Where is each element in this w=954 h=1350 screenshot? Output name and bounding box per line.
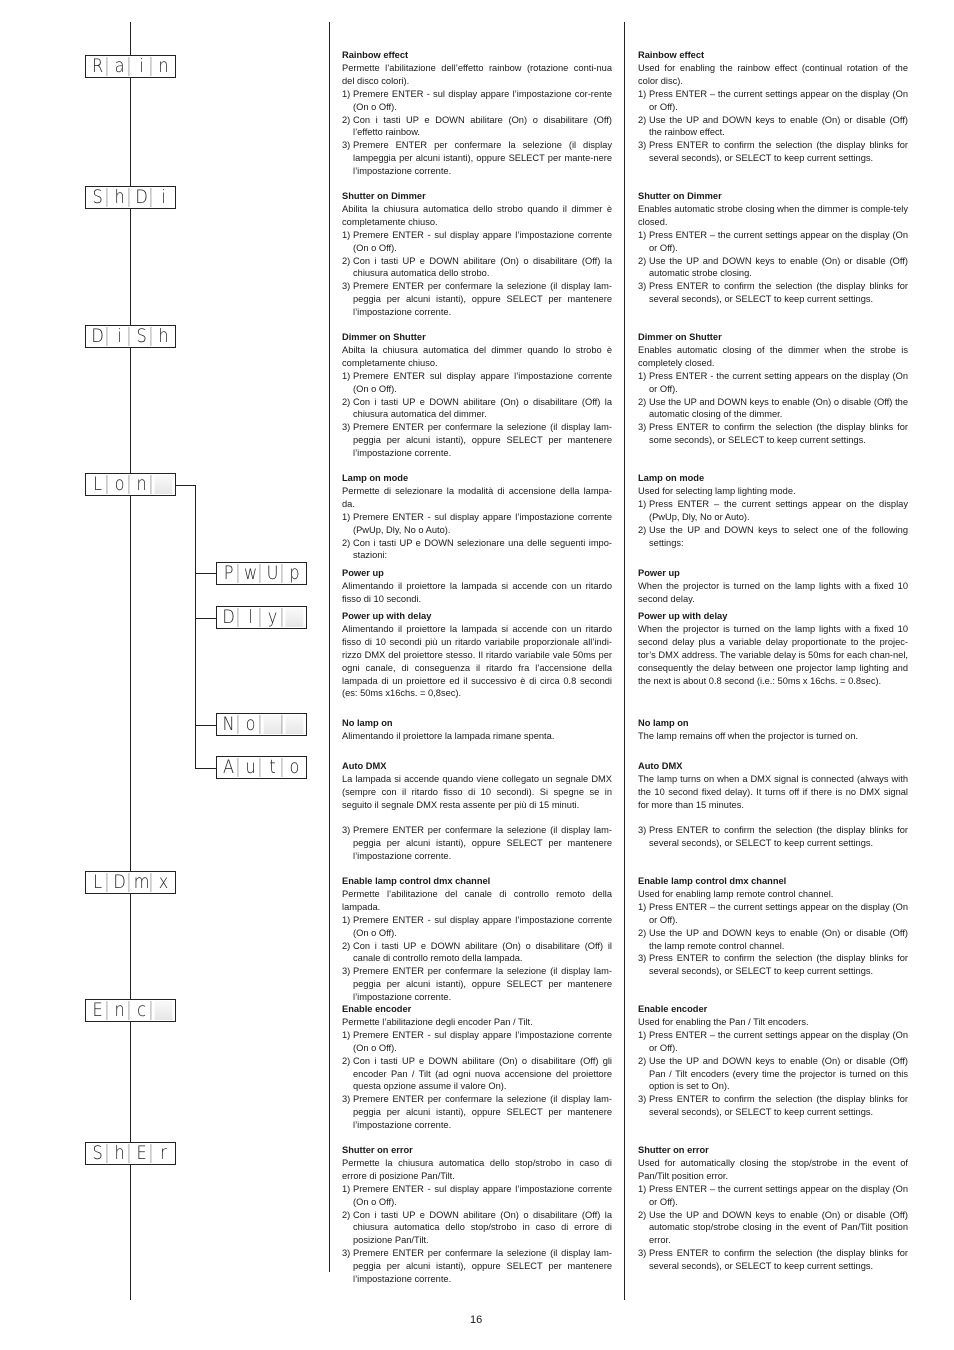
section-description: Enables automatic closing of the dimmer when the strobe is completely closed. (638, 344, 908, 368)
section-description: The lamp remains off when the projector is turned on. (638, 730, 858, 741)
it-shutter-error-section (342, 1144, 612, 1286)
section-title: Dimmer on Shutter (342, 332, 426, 342)
display-char: m (133, 871, 150, 893)
section-description: Abilita la chiusura automatica dello strobo quando il dimmer è completamente chiuso. (342, 203, 612, 227)
section-title: Rainbow effect (342, 50, 409, 60)
en-shutter-error-section (638, 1144, 908, 1273)
en-rainbow-section (638, 49, 908, 165)
display-pwup (216, 562, 307, 585)
display-char: P (220, 564, 239, 583)
it-shutter-on-dimmer-section (342, 190, 612, 319)
step-3: 3) Press ENTER to confirm the selection (the display blinks for some seconds), or SELECT to keep current settings. (638, 422, 908, 446)
section-description: Permette di selezionare la modalità di accensione della lampa-da. (342, 485, 612, 509)
display-char: l (242, 608, 261, 627)
en-power-up-delay-section (638, 610, 908, 687)
section-description: Alimentando il proiettore la lampada si accende con un ritardo fisso di 10 secondi più un ritardo variabile proporzionale all’indi-rizzo DMX del proiettore stesso. Il ritardo variabile vale 50ms per ogni canale, di conseguenza il ritardo fra l’accensione della lampada di un proiettore ed il successivo è di circa 0.8 secondi (es: 50ms x16chs. = 0,8sec). (342, 623, 612, 699)
step-1: 1) Premere ENTER - sul display appare l’impostazione corrente (On o Off). (342, 914, 612, 938)
step-3: 3) Press ENTER to confirm the selection (the display blinks for several seconds), or SELECT to keep current settings. (638, 953, 908, 977)
display-char: L (89, 873, 108, 892)
lamp-connector (176, 485, 196, 486)
display-lon (85, 473, 176, 496)
it-lamp-dmx-section (342, 875, 612, 1004)
column-separator-left (329, 22, 330, 1272)
it-rainbow-section (342, 49, 612, 178)
it-lamp-confirm-step (342, 824, 612, 863)
step-3: 3) Premere ENTER per confermare la selezione (il display lam-peggia per alcuni istanti), oppure SELECT per mantenere l’impostazione corrente. (342, 966, 612, 1003)
step-3: 3) Press ENTER to confirm the selection (the display blinks for several seconds), or SELECT to keep current settings. (638, 1248, 908, 1272)
step-1: 1) Press ENTER – the current settings appear on the display (On or Off). (638, 1183, 908, 1207)
auto-connector (195, 768, 217, 769)
display-char: h (158, 325, 169, 347)
section-title: Enable encoder (638, 1004, 708, 1014)
display-char: S (89, 188, 108, 207)
display-char-empty (286, 608, 304, 627)
it-power-up-delay-section (342, 610, 612, 700)
it-no-lamp-section (342, 717, 612, 743)
step-3: 3) Press ENTER to confirm the selection (the display blinks for several seconds), or SELECT to keep current settings. (638, 140, 908, 164)
display-char: u (242, 758, 261, 777)
display-no (216, 713, 307, 736)
display-char-empty (264, 715, 283, 734)
section-title: Lamp on mode (342, 473, 409, 483)
pwup-connector (195, 573, 217, 574)
section-description: When the projector is turned on the lamp lights with a fixed 10 second delay plus a variable delay proportionate to the projec-tor’s DMX address. The variable delay is 50ms for each chan-nel, consequently the delay between one projector lamp lighting and the next is about 0.8 second (i.e.: 50ms x 16chs. = 0.8sec). (638, 623, 908, 686)
section-title: Enable encoder (342, 1004, 412, 1014)
section-title: No lamp on (638, 718, 689, 728)
section-title: Shutter on Dimmer (638, 191, 722, 201)
step-3: 3) Premere ENTER per confermare la selezione (il display lam-peggia per alcuni istanti), oppure SELECT per mantenere l’impostazione corrente. (342, 422, 612, 459)
display-char: L (89, 475, 108, 494)
section-description: Permette la chiusura automatica dello stop/strobo in caso di errore di posizione Pan/Tilt. (342, 1157, 612, 1181)
step-1: 1) Press ENTER – the current settings appear on the display (On or Off). (638, 88, 908, 112)
step-2: 2) Use the UP and DOWN keys to enable (On) or disable (Off) the lamp remote control channel. (638, 927, 908, 951)
display-shdi (85, 186, 176, 209)
display-char: t (264, 758, 283, 777)
en-power-up-section (638, 567, 908, 606)
section-title: Enable lamp control dmx channel (342, 876, 491, 886)
display-char: D (133, 188, 152, 207)
section-title: Lamp on mode (638, 473, 705, 483)
display-char: n (111, 1001, 130, 1020)
display-char: i (133, 57, 152, 76)
section-title: Enable lamp control dmx channel (638, 876, 787, 886)
step-2: 2) Use the UP and DOWN keys to enable (On) or disable (Off) automatic strobe closing. (638, 255, 908, 279)
display-ldmx (85, 871, 176, 894)
section-title: Rainbow effect (638, 50, 705, 60)
step-3: 3) Premere ENTER per confermare la selezione (il display lam-peggia per alcuni istanti), oppure SELECT per mantenere l’impostazione corrente. (342, 281, 612, 318)
step-2: 2) Con i tasti UP e DOWN selezionare una delle seguenti impo-stazioni: (342, 537, 612, 561)
section-description: Used for selecting lamp lighting mode. (638, 485, 796, 496)
en-lamp-confirm-step (638, 824, 908, 850)
section-title: Shutter on error (638, 1145, 709, 1155)
section-title: Power up (638, 568, 680, 578)
display-char: E (89, 1001, 108, 1020)
step-3: 3) Premere ENTER per confermare la selezione (il display lam-peggia per alcuni istanti), oppure SELECT per mantenere l’impostazione corrente. (342, 1248, 612, 1285)
step-3: 3) Premere ENTER per confermare la selezione (il display lam-peggia per alcuni istanti), oppure SELECT per mantenere l’impostazione corrente. (342, 1094, 612, 1131)
step-3: 3) Press ENTER to confirm the selection (the display blinks for several seconds), or SELECT to keep current settings. (638, 281, 908, 305)
section-title: Power up with delay (638, 611, 728, 621)
display-auto (216, 756, 307, 779)
section-description: Abilta la chiusura automatica del dimmer quando lo strobo è completamente chiuso. (342, 344, 612, 368)
display-enc (85, 999, 176, 1022)
section-description: Used for automatically closing the stop/strobe in the event of Pan/Tilt position error. (638, 1157, 908, 1181)
section-description: Used for enabling the rainbow effect (continual rotation of the color disc). (638, 62, 908, 86)
display-char: r (160, 1142, 167, 1164)
en-lamp-on-mode-section (638, 472, 908, 549)
section-description: La lampada si accende quando viene collegato un segnale DMX (sempre con il ritardo fisso di 10 secondi). Si spegne se in seguito il segnale DMX resta assente per più di 15 minuti. (342, 773, 612, 810)
step-1: 1) Premere ENTER - sul display appare l’impostazione corrente (On o Off). (342, 1029, 612, 1053)
display-char: N (220, 715, 239, 734)
step-2: 2) Con i tasti UP e DOWN abilitare (On) o disabilitare (Off) la chiusura automatica del dimmer. (342, 396, 612, 420)
step-1: 1) Premere ENTER - sul display appare l’impostazione corrente (On o Off). (342, 1183, 612, 1207)
en-shutter-on-dimmer-section (638, 190, 908, 306)
step-3: 3) Premere ENTER per confermare la selezione (il display lampeggia per alcuni istanti), oppure SELECT per mante-nere l’impostazione corrente. (342, 140, 612, 177)
section-description: Enables automatic strobe closing when the dimmer is comple-tely closed. (638, 203, 908, 227)
step-2: 2) Con i tasti UP e DOWN abilitare (On) o disabilitare (Off) la chiusura automatica dello stop/strobo in caso di errore di posizione Pan/Tilt. (342, 1209, 612, 1246)
section-title: Power up with delay (342, 611, 432, 621)
it-power-up-section (342, 567, 612, 606)
display-dly (216, 606, 307, 629)
display-char: n (158, 55, 169, 77)
en-dimmer-on-shutter-section (638, 331, 908, 447)
page-number: 16 (470, 1314, 483, 1326)
display-char: U (264, 564, 283, 583)
menu-tree-main-line (130, 22, 131, 1300)
display-sher (85, 1142, 176, 1165)
display-char: h (111, 1144, 130, 1163)
step-1: 1) Press ENTER - the current setting appears on the display (On or Off). (638, 370, 908, 394)
step-2: 2) Use the UP and DOWN keys to select one of the following settings: (638, 524, 908, 548)
display-char: S (89, 1144, 108, 1163)
en-encoder-section (638, 1003, 908, 1119)
display-char: w (242, 564, 261, 583)
display-char-empty (286, 715, 304, 734)
step-1: 1) Premere ENTER - sul display appare l’impostazione cor-rente (On o Off). (342, 88, 612, 112)
step-1: 1) Premere ENTER sul display appare l’impostazione corrente (On o Off). (342, 370, 612, 394)
step-2: 2) Use the UP and DOWN keys to enable (On) or disable (Off) automatic stop/strobe closing in the event of Pan/Tilt position error. (638, 1209, 908, 1246)
display-char: y (264, 608, 283, 627)
section-description: The lamp turns on when a DMX signal is connected (always with the 10 second fixed delay). It turns off if there is no DMX signal for more than 15 minutes. (638, 773, 908, 810)
section-description: Permette l’abilitazione degli encoder Pan / Tilt. (342, 1016, 533, 1027)
it-encoder-section (342, 1003, 612, 1132)
step-1: 1) Premere ENTER - sul display appare l’impostazione corrente (PwUp, Dly, No o Auto). (342, 511, 612, 535)
display-char: S (133, 327, 152, 346)
section-description: Alimentando il proiettore la lampada si accende con un ritardo fisso di 10 secondi. (342, 580, 612, 604)
step-1: 1) Premere ENTER - sul display appare l’impostazione corrente (On o Off). (342, 229, 612, 253)
display-char: o (289, 756, 300, 778)
display-char: p (289, 562, 300, 584)
no-connector (195, 725, 217, 726)
section-title: No lamp on (342, 718, 393, 728)
display-char: D (220, 608, 239, 627)
display-char: R (89, 57, 108, 76)
section-title: Power up (342, 568, 384, 578)
display-char: n (133, 475, 152, 494)
display-char: o (111, 475, 130, 494)
display-char: h (111, 188, 130, 207)
section-description: Used for enabling the Pan / Tilt encoders. (638, 1016, 809, 1027)
step-1: 1) Press ENTER – the current settings appear on the display (On or Off). (638, 901, 908, 925)
step-2: 2) Con i tasti UP e DOWN abilitare (On) o disabilitare (Off) l’effetto rainbow. (342, 114, 612, 138)
section-description: When the projector is turned on the lamp lights with a fixed 10 second delay. (638, 580, 908, 604)
display-rain (85, 55, 176, 78)
step-2: 2) Use the UP and DOWN keys to enable (On) or disable (Off) Pan / Tilt encoders (every time the projector is turned on this option is set to On). (638, 1055, 908, 1092)
display-char: E (133, 1144, 152, 1163)
step-2: 2) Con i tasti UP e DOWN abilitare (On) o disabilitare (Off) gli encoder Pan / Tilt (ad ogni nuova accensione del proiettore questa opzione assume il valore On). (342, 1055, 612, 1092)
column-separator-right (624, 22, 625, 1300)
step-3: 3) Premere ENTER per confermare la selezione (il display lam-peggia per alcuni istanti), oppure SELECT per mantenere l’impostazione corrente. (342, 825, 612, 861)
section-title: Auto DMX (342, 761, 387, 771)
step-2: 2) Use the UP and DOWN keys to enable (On) or disable (Off) the rainbow effect. (638, 114, 908, 138)
display-char: o (242, 715, 261, 734)
display-char-empty (155, 1001, 173, 1020)
display-char: A (220, 758, 239, 777)
section-description: Alimentando il proiettore la lampada rimane spenta. (342, 730, 555, 741)
display-char: i (161, 186, 166, 208)
step-3: 3) Press ENTER to confirm the selection (the display blinks for several seconds), or SELECT to keep current settings. (638, 1094, 908, 1118)
section-description: Used for enabling lamp remote control channel. (638, 888, 834, 899)
section-title: Auto DMX (638, 761, 683, 771)
dly-connector (195, 618, 217, 619)
step-2: 2) Con i tasti UP e DOWN abilitare (On) o disabilitare (Off) la chiusura automatica dello strobo. (342, 255, 612, 279)
display-char: D (111, 873, 130, 892)
step-1: 1) Press ENTER – the current settings appear on the display (On or Off). (638, 229, 908, 253)
display-dish (85, 325, 176, 348)
step-2: 2) Con i tasti UP e DOWN abilitare (On) o disabilitare (Off) il canale di controllo remoto della lampada. (342, 940, 612, 964)
display-char: c (133, 1001, 152, 1020)
en-lamp-dmx-section (638, 875, 908, 978)
section-title: Dimmer on Shutter (638, 332, 722, 342)
section-title: Shutter on Dimmer (342, 191, 426, 201)
en-auto-dmx-section (638, 760, 908, 812)
it-dimmer-on-shutter-section (342, 331, 612, 460)
display-char: i (111, 327, 130, 346)
step-3: 3) Press ENTER to confirm the selection (the display blinks for several seconds), or SELECT to keep current settings. (638, 825, 908, 848)
display-char: x (158, 871, 169, 893)
step-2: 2) Use the UP and DOWN keys to enable (On) o disable (Off) the automatic closing of the dimmer. (638, 396, 908, 420)
step-1: 1) Press ENTER – the current settings appear on the display (On or Off). (638, 1029, 908, 1053)
display-char-empty (155, 475, 173, 494)
it-auto-dmx-section (342, 760, 612, 812)
display-char: a (111, 57, 130, 76)
section-description: Permette l’abilitazione dell’effetto rainbow (rotazione conti-nua del disco colori). (342, 62, 612, 86)
section-title: Shutter on error (342, 1145, 413, 1155)
en-no-lamp-section (638, 717, 908, 743)
display-char: D (89, 327, 108, 346)
step-1: 1) Press ENTER – the current settings appear on the display (PwUp, Dly, No or Auto). (638, 498, 908, 522)
it-lamp-on-mode-section (342, 472, 612, 562)
section-description: Permette l’abilitazione del canale di controllo remoto della lampada. (342, 888, 612, 912)
